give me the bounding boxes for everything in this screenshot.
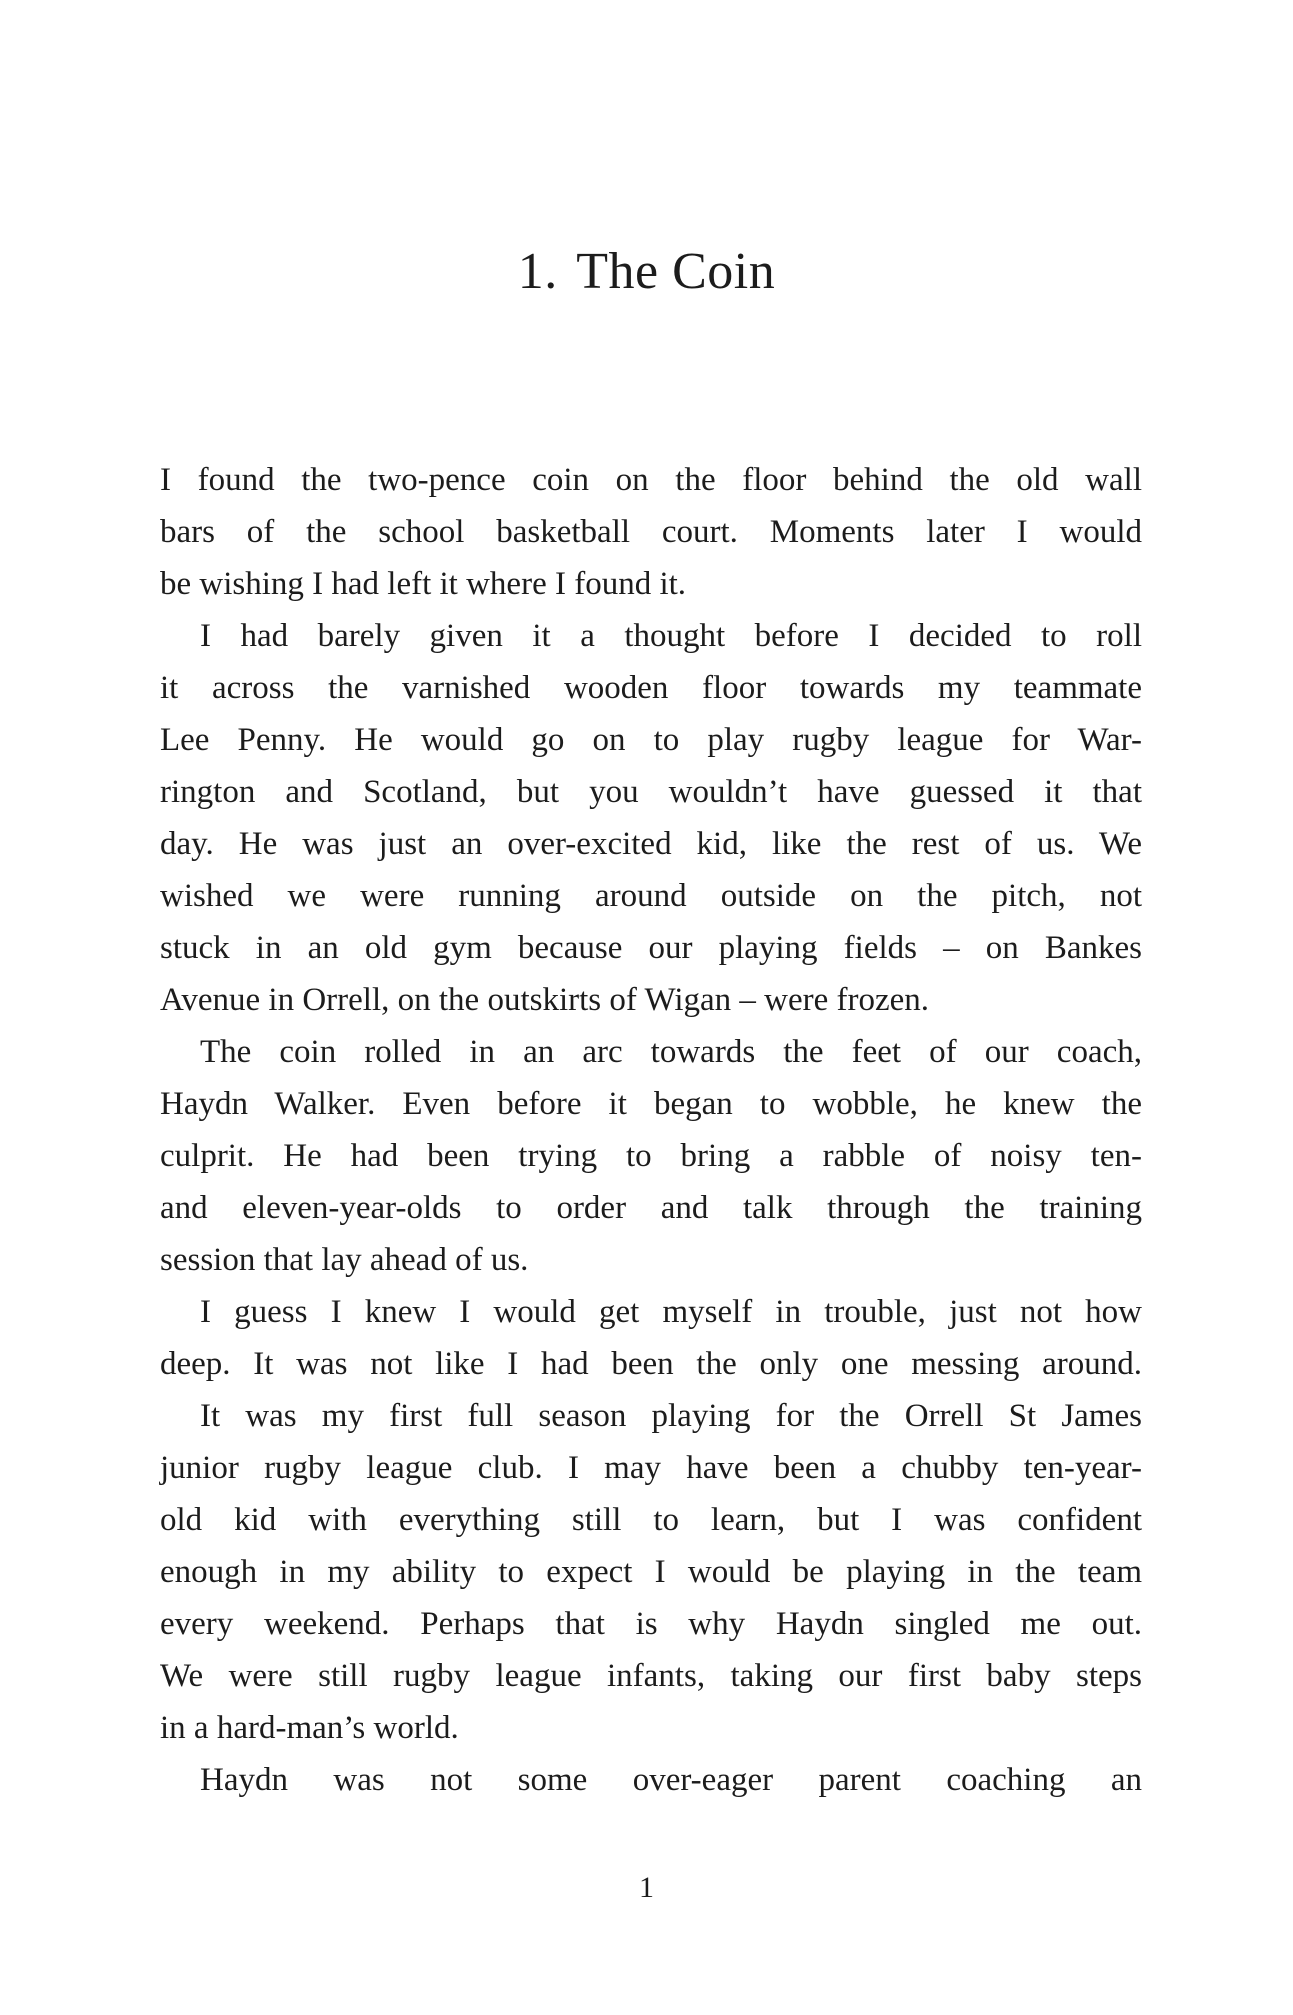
text-line: stuck in an old gym because our playing fields – on Bankes: [160, 930, 1142, 966]
text-line: We were still rugby league infants, taking our first baby steps: [160, 1658, 1142, 1694]
text-line: session that lay ahead of us.: [160, 1242, 529, 1278]
text-line: I guess I knew I would get myself in trouble, just not how: [200, 1294, 1142, 1330]
text-line: every weekend. Perhaps that is why Haydn singled me out.: [160, 1606, 1142, 1642]
text-line: in a hard-man’s world.: [160, 1710, 459, 1746]
text-line: it across the varnished wooden floor towards my teammate: [160, 670, 1142, 706]
text-line: It was my first full season playing for the Orrell St James: [200, 1398, 1142, 1434]
text-line: Haydn was not some over-eager parent coaching an: [200, 1762, 1142, 1798]
chapter-heading: [0, 240, 1293, 304]
text-line: deep. It was not like I had been the only one messing around.: [160, 1346, 1142, 1382]
text-line: Haydn Walker. Even before it began to wobble, he knew the: [160, 1086, 1142, 1122]
page-number: 1: [639, 1871, 654, 1904]
text-line: day. He was just an over-excited kid, like the rest of us. We: [160, 826, 1142, 862]
text-line: The coin rolled in an arc towards the feet of our coach,: [200, 1034, 1142, 1070]
text-line: I found the two-pence coin on the floor behind the old wall: [160, 462, 1142, 498]
text-line: be wishing I had left it where I found it.: [160, 566, 687, 602]
chapter-number: 1.: [517, 243, 558, 300]
text-line: Lee Penny. He would go on to play rugby league for War-: [160, 722, 1142, 758]
text-line: bars of the school basketball court. Moments later I would: [160, 514, 1142, 550]
text-line: wished we were running around outside on the pitch, not: [160, 878, 1142, 914]
text-line: and eleven-year-olds to order and talk through the training: [160, 1190, 1142, 1226]
text-line: enough in my ability to expect I would be playing in the team: [160, 1554, 1142, 1590]
text-line: old kid with everything still to learn, but I was confident: [160, 1502, 1142, 1538]
text-line: Avenue in Orrell, on the outskirts of Wigan – were frozen.: [160, 982, 930, 1018]
text-line: junior rugby league club. I may have been a chubby ten-year-: [160, 1450, 1142, 1486]
text-line: culprit. He had been trying to bring a rabble of noisy ten-: [160, 1138, 1142, 1174]
chapter-title: The Coin: [576, 243, 776, 300]
text-line: I had barely given it a thought before I decided to roll: [200, 618, 1142, 654]
text-line: rington and Scotland, but you wouldn’t have guessed it that: [160, 774, 1142, 810]
